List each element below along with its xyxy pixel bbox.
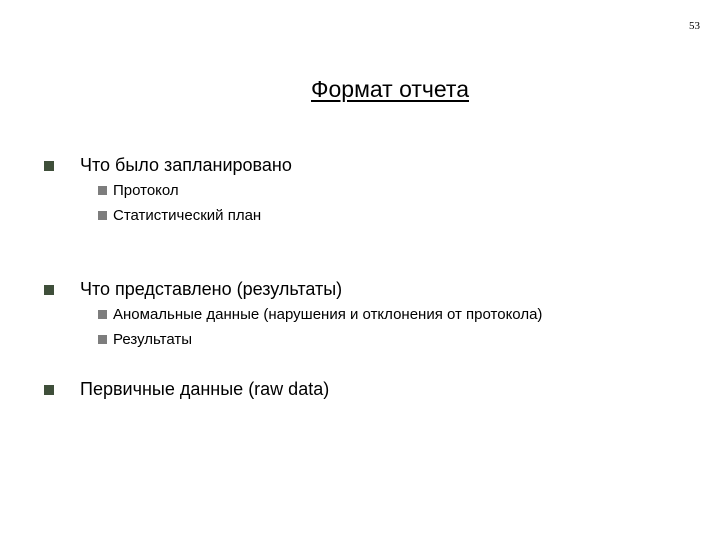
sub-list-item bbox=[98, 207, 261, 224]
page-number: 53 bbox=[689, 20, 700, 32]
sub-list-item-label: Протокол bbox=[113, 182, 179, 199]
sub-list-item-label: Аномальные данные (нарушения и отклонения от протокола) bbox=[113, 306, 543, 323]
square-bullet-icon bbox=[98, 186, 107, 195]
square-bullet-icon bbox=[44, 385, 54, 395]
square-bullet-icon bbox=[98, 211, 107, 220]
sub-list-item bbox=[98, 306, 542, 323]
square-bullet-icon bbox=[98, 335, 107, 344]
list-item bbox=[44, 279, 342, 300]
list-item bbox=[44, 155, 292, 176]
list-item bbox=[44, 379, 329, 400]
list-item-label: Первичные данные (raw data) bbox=[80, 379, 330, 399]
square-bullet-icon bbox=[44, 161, 54, 171]
slide-title: Формат отчета bbox=[311, 76, 469, 102]
sub-list-item bbox=[98, 331, 192, 348]
square-bullet-icon bbox=[44, 285, 54, 295]
sub-list-item bbox=[98, 182, 179, 199]
sub-list-item-label: Результаты bbox=[113, 331, 192, 348]
sub-list-item-label: Статистический план bbox=[113, 207, 262, 224]
list-item-label: Что было запланировано bbox=[80, 155, 292, 175]
square-bullet-icon bbox=[98, 310, 107, 319]
list-item-label: Что представлено (результаты) bbox=[80, 279, 343, 299]
